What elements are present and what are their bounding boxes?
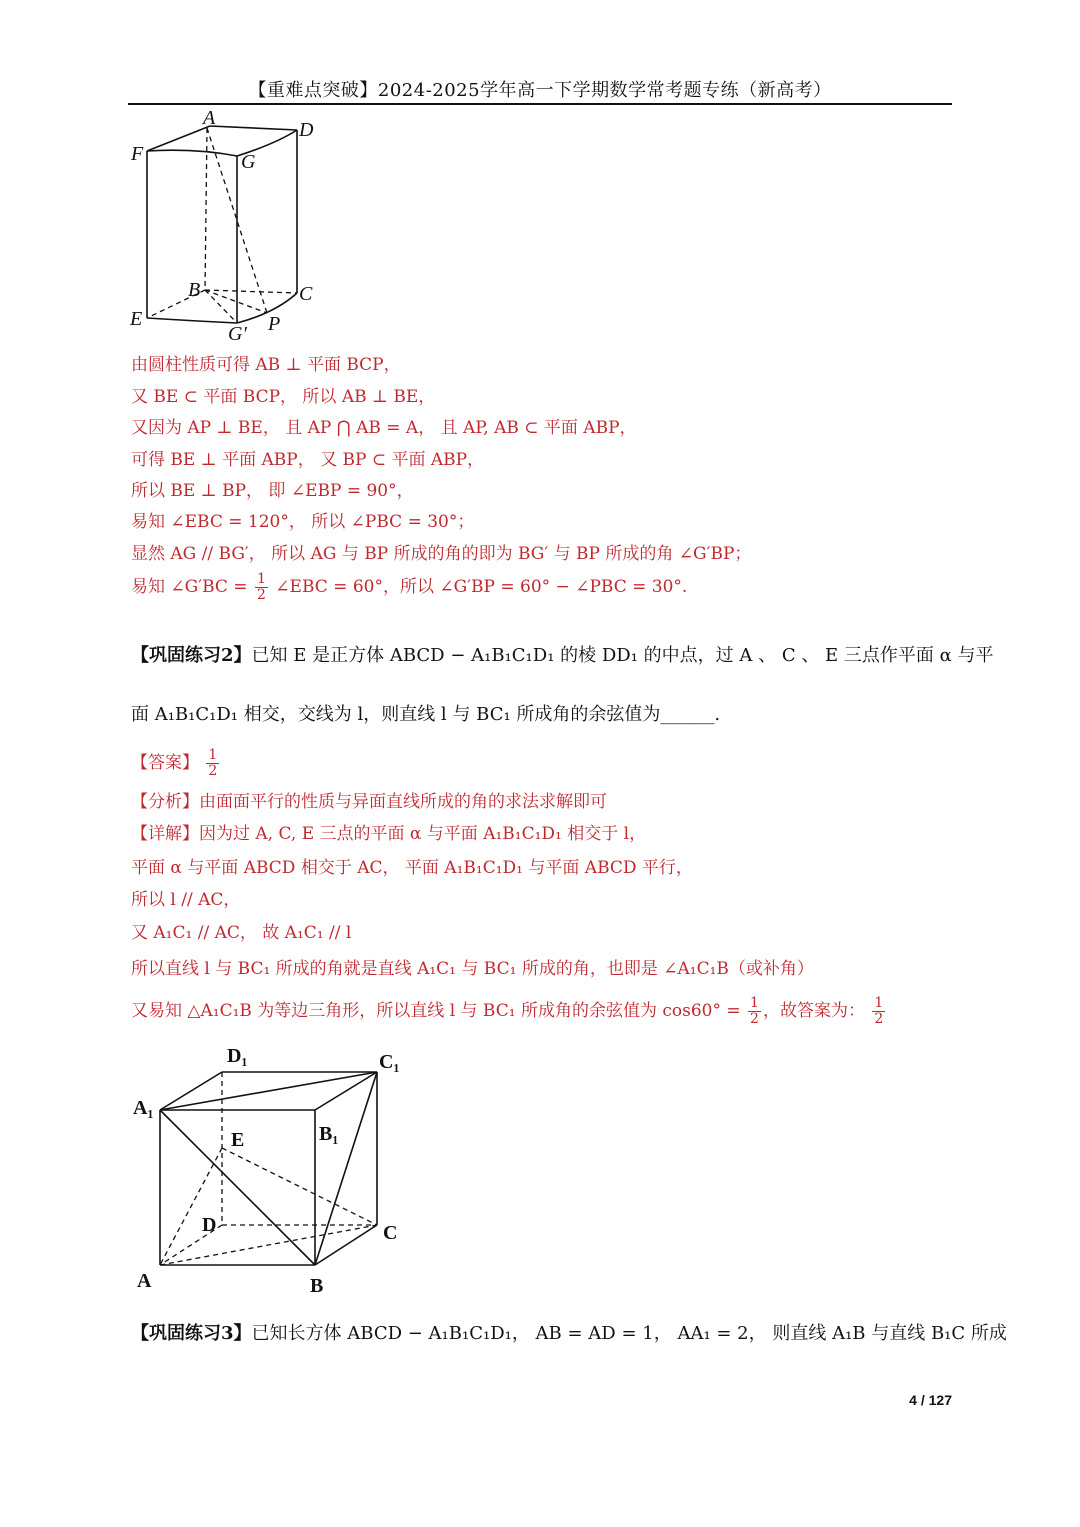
fig2-label-A1: A₁: [133, 1097, 154, 1119]
fig1-label-C: C: [299, 283, 313, 305]
detail-line-1: 【详解】因为过 A, C, E 三点的平面 α 与平面 A₁B₁C₁D₁ 相交于 l，: [131, 824, 647, 844]
solution1-line-6: 易知 ∠EBC = 120°， 所以 ∠PBC = 30°；: [131, 512, 475, 532]
solution1-line-4: 可得 BE ⊥ 平面 ABP， 又 BP ⊂ 平面 ABP，: [131, 450, 485, 470]
final-answer-fraction: $\frac{1}{2}$: [874, 995, 884, 1027]
solution1-line-1: 由圆柱性质可得 AB ⊥ 平面 BCP，: [131, 355, 401, 375]
fig1-label-P: P: [268, 313, 281, 335]
exercise3-tag: 【巩固练习3】: [131, 1323, 252, 1344]
cos-fraction: $\frac{1}{2}$: [750, 995, 759, 1027]
fig1-label-E: E: [130, 308, 143, 330]
fig2-label-D1: D₁: [227, 1045, 248, 1067]
fraction-one-half: $\frac{1}{2}$: [256, 571, 266, 603]
fig2-label-A: A: [137, 1270, 152, 1292]
fig2-label-B1: B₁: [319, 1123, 339, 1145]
solution1-line-2: 又 BE ⊂ 平面 BCP， 所以 AB ⊥ BE，: [131, 387, 436, 407]
solution1-line-8: [131, 572, 687, 603]
fig2-label-C1: C₁: [379, 1051, 400, 1073]
detail-line-2: 平面 α 与平面 ABCD 相交于 AC， 平面 A₁B₁C₁D₁ 与平面 ABCD 平行，: [131, 858, 693, 878]
fig1-label-D: D: [299, 119, 314, 141]
fig1-label-G: G: [241, 151, 256, 173]
exercise2-tag: 【巩固练习2】: [131, 645, 252, 666]
fig2-label-B: B: [310, 1275, 324, 1297]
answer-fraction: $\frac{1}{2}$: [208, 747, 218, 779]
detail-line-3: 所以 l // AC，: [131, 890, 241, 910]
detail-tag: 【详解】: [131, 824, 199, 844]
solution1-line-3: 又因为 AP ⊥ BE， 且 AP ⋂ AB = A， 且 AP, AB ⊂ 平面 ABP，: [131, 418, 637, 438]
solution1-last-prefix: 易知 ∠G′BC =: [131, 577, 248, 597]
solution1-line-5: 所以 BE ⊥ BP， 即 ∠EBP = 90°，: [131, 481, 414, 501]
fig1-label-B: B: [188, 279, 201, 301]
analysis-line: 【分析】由面面平行的性质与异面直线所成的角的求法求解即可: [131, 792, 607, 812]
fig1-label-A: A: [203, 108, 216, 129]
answer2-line: [131, 748, 221, 779]
fig2-label-C: C: [383, 1222, 398, 1244]
exercise3-line: 【巩固练习3】已知长方体 ABCD − A₁B₁C₁D₁， AB = AD = 1， AA₁ = 2， 则直线 A₁B 与直线 B₁C 所成: [131, 1323, 1007, 1344]
solution1-last-suffix: ∠EBC = 60°，所以 ∠G′BP = 60° − ∠PBC = 30°.: [275, 577, 688, 597]
page-header: 【重难点突破】2024-2025学年高一下学期数学常考题专练（新高考）: [248, 80, 832, 101]
detail-line-4: 又 A₁C₁ // AC， 故 A₁C₁ // l: [131, 923, 352, 943]
exercise2-line-2: 面 A₁B₁C₁D₁ 相交，交线为 l，则直线 l 与 BC₁ 所成角的余弦值为______.: [131, 704, 721, 725]
detail-line-6: 又易知 △A₁C₁B 为等边三角形，所以直线 l 与 BC₁ 所成角的余弦值为 cos60° = $\frac{1}{2}$ ，故答案为： $\frac{1}{2}$: [131, 995, 884, 1027]
fig1-label-G-prime: G′: [228, 323, 247, 345]
fig1-label-F: F: [131, 143, 144, 165]
answer-tag: 【答案】: [131, 753, 199, 773]
header-rule: [128, 103, 952, 105]
page-number: 4 / 127: [909, 1392, 952, 1408]
solution1-line-7: 显然 AG // BG′， 所以 AG 与 BP 所成的角的即为 BG′ 与 BP 所成的角 ∠G′BP；: [131, 544, 752, 564]
fig2-label-D: D: [202, 1214, 217, 1236]
fig2-label-E: E: [231, 1129, 245, 1151]
detail-line-5: 所以直线 l 与 BC₁ 所成的角就是直线 A₁C₁ 与 BC₁ 所成的角，也即是 ∠A₁C₁B（或补角）: [131, 959, 814, 979]
exercise2-line-1: 【巩固练习2】已知 E 是正方体 ABCD − A₁B₁C₁D₁ 的棱 DD₁ 的中点，过 A 、 C 、 E 三点作平面 α 与平: [131, 645, 994, 666]
figure-cube: [125, 1038, 415, 1308]
figure-cylinder-sector: [125, 108, 335, 348]
